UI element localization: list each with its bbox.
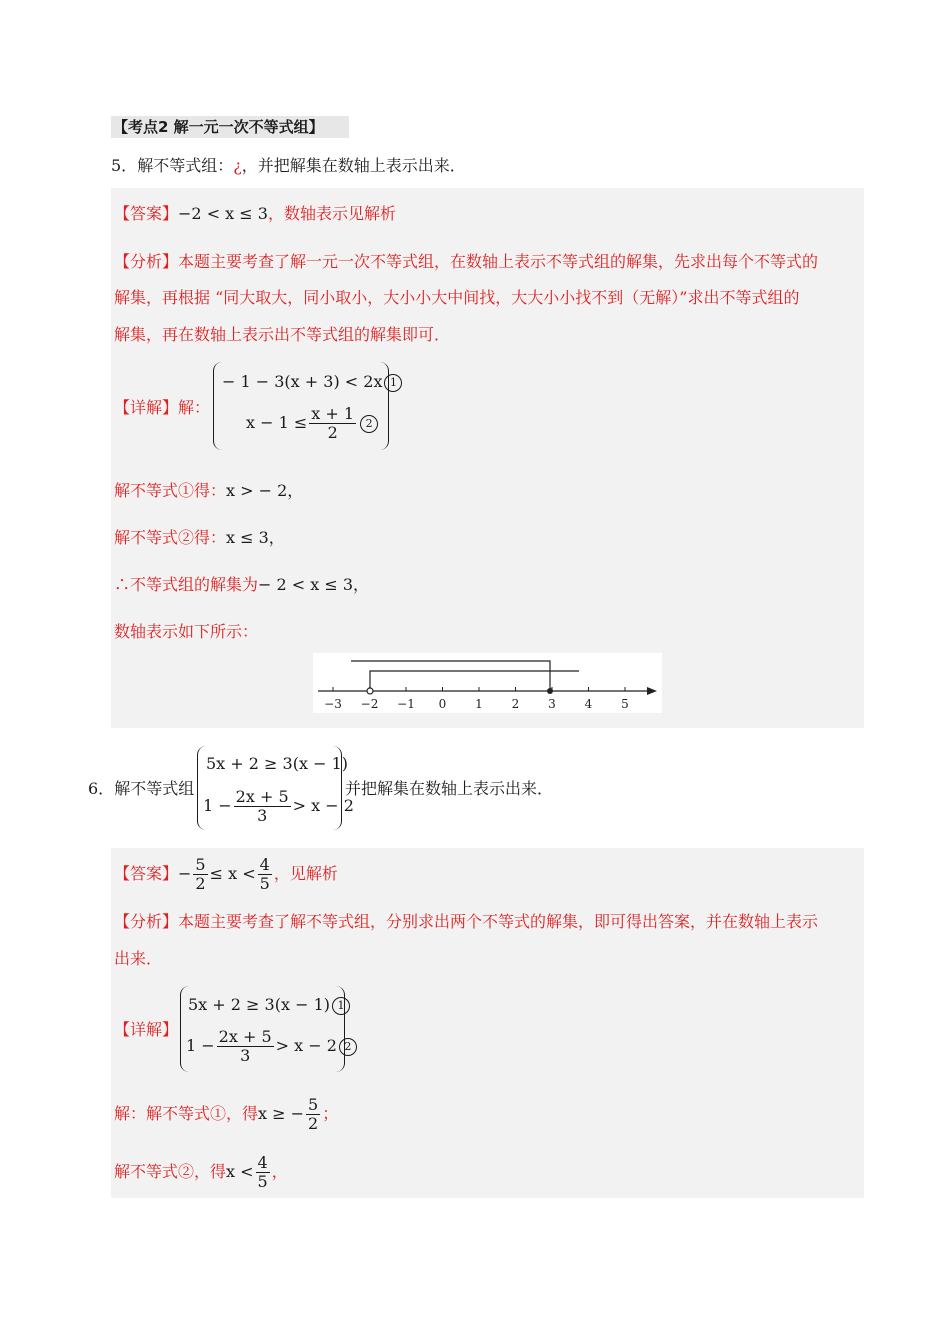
axis-tick-label: 1 — [475, 697, 483, 711]
q5-analysis-label: 【分析】 — [114, 252, 179, 271]
axis-tick-label: 2 — [511, 697, 520, 711]
q5-answer-label: 【答案】 — [114, 204, 179, 223]
q6-detail-ineq2-post: > x − 2 — [275, 1036, 337, 1055]
solution-line-1 — [370, 671, 579, 691]
section-title: 【考点2 解一元一次不等式组】 — [111, 116, 349, 138]
q6-answer-f2-num: 4 — [259, 855, 270, 874]
q6-number-stem — [88, 778, 194, 800]
number-line-figure — [313, 653, 662, 713]
q6-step1-mid: x ≥ − — [258, 1104, 305, 1123]
q6-step2 — [114, 1152, 288, 1192]
q6-step2-tail: ， — [271, 1162, 288, 1181]
q6-analysis-line1 — [114, 911, 818, 933]
q6-analysis-label: 【分析】 — [114, 912, 179, 931]
q5-detail-pre: 解： — [178, 398, 211, 417]
q5-analysis-line1 — [114, 251, 818, 273]
q5-step2-text: 解不等式②得： — [114, 528, 227, 547]
q6-answer — [114, 852, 338, 896]
q6-ineq2-post: > x − 2 — [292, 796, 354, 815]
q6-step1-tail: ； — [322, 1104, 339, 1123]
q5-stem-text: 解不等式组： — [137, 156, 234, 175]
q5-analysis-line3: 解集，再在数轴上表示出不等式组的解集即可． — [114, 325, 451, 344]
q6-ineq2 — [203, 786, 354, 826]
q6-step1 — [114, 1094, 338, 1134]
q6-answer-label: 【答案】 — [114, 864, 179, 883]
q5-ineq2-num: x + 1 — [311, 404, 355, 423]
q6-answer-tail: ，见解析 — [273, 864, 338, 883]
q5-step3-text: ∴不等式组的解集为 — [114, 575, 259, 594]
q6-step1-den: 2 — [308, 1114, 319, 1133]
solution-line-2 — [351, 661, 550, 691]
axis-arrow — [647, 687, 657, 695]
q6-step2-mid: x < — [226, 1162, 254, 1181]
q6-detail-ineq1 — [188, 994, 350, 1016]
q5-step4: 数轴表示如下所示： — [114, 622, 259, 641]
q6-detail-ineq2 — [186, 1026, 357, 1066]
q5-step2 — [114, 527, 285, 549]
q6-detail-label: 【详解】 — [114, 1020, 179, 1039]
q6-analysis-text1: 本题主要考查了解不等式组，分别求出两个不等式的解集，即可得出答案，并在数轴上表示 — [178, 912, 819, 931]
q6-detail-ineq2-num: 2x + 5 — [218, 1027, 272, 1046]
q5-answer — [114, 203, 396, 225]
q5-step3 — [114, 574, 369, 596]
q5-analysis-line2: 解集，再根据 “同大取大，同小取小，大小小大中间找，大大小小找不到（无解）”求出不等式组的 — [114, 288, 800, 307]
q5-step3-val: − 2 < x ≤ 3， — [258, 575, 370, 594]
axis-tick-label: −1 — [397, 697, 415, 711]
q6-step2-text: 解不等式②，得 — [114, 1162, 227, 1181]
q5-step1-val: x > − 2， — [226, 481, 304, 500]
q6-ineq1: 5x + 2 ≥ 3(x − 1) — [206, 754, 348, 773]
q6-step2-den: 5 — [257, 1172, 268, 1191]
axis-tick-label: −3 — [324, 697, 342, 711]
q6-detail-ineq2-pre: 1 − — [186, 1036, 215, 1055]
q5-ineq1-mark: 1 — [384, 374, 402, 392]
q6-answer-f1-den: 2 — [195, 874, 206, 893]
number-line-svg — [313, 653, 662, 713]
q6-solution-panel — [111, 848, 864, 1198]
q6-ineq2-num: 2x + 5 — [235, 787, 289, 806]
q6-detail-ineq2-den: 3 — [240, 1046, 251, 1065]
axis-tick-label: −2 — [360, 697, 379, 711]
q6-answer-f1-num: 5 — [195, 855, 206, 874]
axis-tick-label: 4 — [584, 697, 593, 711]
q5-glyph: ¿ — [233, 156, 242, 175]
q5-answer-value: −2 < x ≤ 3 — [178, 204, 268, 223]
q5-ineq2-mark: 2 — [360, 415, 378, 433]
q5-ineq2-den: 2 — [327, 423, 338, 442]
q6-step1-num: 5 — [308, 1095, 319, 1114]
q5-ineq2-lhs: x − 1 ≤ — [246, 413, 308, 432]
q5-ineq2 — [246, 403, 378, 443]
q6-stem: 解不等式组 — [114, 779, 195, 798]
q5-number: 5． — [111, 156, 138, 175]
q5-ineq1-text: − 1 − 3(x + 3) < 2x — [222, 372, 383, 391]
q5-stem — [111, 155, 466, 177]
q6-analysis-line2: 出来． — [114, 949, 163, 968]
q5-analysis-text1: 本题主要考查了解一元一次不等式组，在数轴上表示不等式组的解集，先求出每个不等式的 — [178, 252, 819, 271]
open-point-minus2 — [367, 688, 373, 694]
q5-ineq1 — [222, 371, 402, 393]
q5-detail-label-text: 【详解】 — [114, 398, 179, 417]
q5-step2-val: x ≤ 3， — [226, 528, 285, 547]
q6-step1-text: 解：解不等式①，得 — [114, 1104, 259, 1123]
axis-tick-label: 3 — [548, 697, 556, 711]
q6-detail-ineq1-text: 5x + 2 ≥ 3(x − 1) — [188, 995, 330, 1014]
q6-answer-mid: ≤ x < — [209, 864, 256, 883]
q5-detail-label — [114, 397, 210, 419]
axis-tick-label: 0 — [438, 697, 447, 711]
q5-answer-tail: ，数轴表示见解析 — [267, 204, 396, 223]
q5-left-brace — [213, 362, 222, 450]
q6-detail-ineq2-mark: 2 — [339, 1038, 357, 1056]
q6-stem-tail: 并把解集在数轴上表示出来． — [345, 779, 554, 798]
q6-number: 6． — [88, 779, 115, 798]
q6-ineq2-den: 3 — [257, 806, 268, 825]
q5-step1-text: 解不等式①得： — [114, 481, 227, 500]
q6-answer-neg: − — [178, 864, 192, 883]
axis-tick-label: 5 — [621, 697, 629, 711]
q6-ineq2-pre: 1 − — [203, 796, 232, 815]
q6-step2-num: 4 — [257, 1153, 268, 1172]
q6-detail-ineq1-mark: 1 — [332, 997, 350, 1015]
closed-point-3 — [547, 688, 553, 694]
q5-step1 — [114, 480, 303, 502]
q6-answer-f2-den: 5 — [259, 874, 270, 893]
q5-stem-tail: ，并把解集在数轴上表示出来． — [241, 156, 466, 175]
